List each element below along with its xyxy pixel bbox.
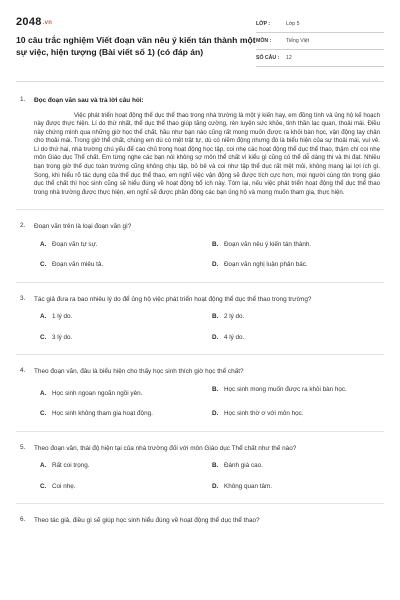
question-divider	[16, 503, 384, 504]
question-text: Theo tác giả, điều gì sẽ giúp học sinh hiểu đúng về hoạt động thể dục thể thao?	[34, 517, 260, 525]
header-divider	[16, 81, 384, 82]
answer-option-a[interactable]	[40, 313, 212, 322]
question-number: 1.	[20, 96, 26, 103]
reading-passage: Việc phát triển hoạt động thể dục thể thao trong nhà trường là một ý kiến hay, em đồng tình và ủng hộ kế hoạch này được thực hiện. Lí do thứ nhất, thể dục thể thao giúp tăng cường, rèn luyện sức khỏe, tinh thần lạc quan, thoải mái. Điều này chứng minh qua những giờ học thể chất, hầu như bạn nào cũng rất mong muốn được ra khỏi bàn học, vận động tay chân cho thoải mái. Trong giờ thể chất, chúng em dù có mệt trật tự, dù có niềm động nhưng đó là biểu hiện của sự thoải mái, vui vẻ. Lí do thứ hai, nhà trường chú yếu để cao chủ trong hoạt động học tập, coi nhẹ các hoạt động thể dục thể thao, thậm chí coi nhẹ môn Giáo dục Thể chất. Em từng nghe các bạn nói không sợ môn thể chất vì kiểu gì cũng có thể dễ dàng thi và thi đạt. Nhiều bạn trong giờ thể dục toàn trường cũng không chịu tập, bỏ bê và coi như tập thể dục rất mệt mỏi, không mang lại lợi ích gì. Song, khi hiểu rõ tác dụng của thể dục thể thao, em nghĩ việc vận động sẽ được tích cực hơn, mọi người cùng tôn trọng giáo dục thể chất thì học sinh cũng sẽ hiểu đúng về hoạt động bổ ích này. Tóm lại, nếu việc phát triển hoạt động thể dục thể thao trong nhà trường được thực hiện, em nghĩ sẽ được phần đông các bạn ủng hộ và mong muốn tham gia, thực hiện.	[34, 111, 380, 196]
question-number: 4.	[20, 367, 26, 375]
option-text: Đoạn văn nghị luận phản bác.	[224, 261, 308, 269]
option-letter: C.	[40, 482, 47, 490]
document-title: 10 câu trắc nghiệm Viết đoạn văn nêu ý kiến tán thành một sự việc, hiện tượng (Bài viết số 1) (có đáp án)	[16, 35, 256, 57]
option-text: 4 lý do.	[224, 333, 245, 341]
answer-options	[30, 313, 384, 354]
meta-table	[256, 16, 384, 67]
option-text: Học sinh mong muốn được ra khỏi bàn học.	[224, 385, 347, 393]
option-letter: D.	[212, 261, 219, 269]
question-body	[30, 516, 384, 526]
option-text: Đoạn văn miêu tả.	[52, 261, 104, 269]
option-letter: A.	[40, 240, 47, 248]
option-text: Đoạn văn nêu ý kiến tán thành.	[224, 240, 312, 248]
answer-option-b[interactable]	[212, 386, 384, 399]
answer-option-a[interactable]	[40, 386, 212, 399]
option-text: Đoạn văn tự sự.	[52, 240, 98, 248]
option-text: 2 lý do.	[224, 313, 245, 321]
question-6	[16, 516, 384, 526]
option-letter: B.	[212, 462, 219, 470]
question-body	[30, 96, 384, 197]
question-text: Đọc đoạn văn sau và trả lời câu hỏi:	[34, 97, 144, 104]
question-text: Tác giả đưa ra bao nhiêu lý do để ủng hộ việc phát triển hoạt động thể dục thể thao trong trường?	[34, 295, 312, 303]
question-body	[30, 295, 384, 355]
header-left	[16, 14, 256, 67]
option-letter: A.	[40, 462, 47, 470]
answer-options	[30, 241, 384, 282]
option-letter: D.	[212, 482, 219, 490]
question-number: 2.	[20, 222, 26, 230]
option-text: 3 lý do.	[52, 333, 73, 341]
meta-key: LỚP :	[256, 21, 271, 27]
question-number: 6.	[20, 516, 26, 524]
question-divider	[16, 354, 384, 355]
answer-option-b[interactable]	[212, 313, 384, 322]
question-4	[16, 367, 384, 431]
option-text: Rất coi trọng.	[52, 462, 90, 470]
question-1	[16, 96, 384, 197]
question-divider	[16, 282, 384, 283]
meta-row-class	[256, 16, 384, 33]
question-number: 3.	[20, 294, 26, 302]
option-letter: B.	[212, 240, 219, 248]
answer-option-c[interactable]	[40, 483, 212, 492]
question-2	[16, 222, 384, 282]
logo-suffix: .vn	[42, 20, 53, 26]
answer-option-d[interactable]	[212, 334, 384, 343]
option-letter: D.	[212, 333, 219, 341]
option-letter: B.	[212, 385, 219, 393]
answer-option-a[interactable]	[40, 241, 212, 250]
question-3	[16, 295, 384, 355]
option-text: Không quan tâm.	[224, 482, 272, 490]
option-text: Học sinh thờ ơ với môn học.	[224, 410, 304, 418]
option-letter: B.	[212, 313, 219, 321]
meta-row-subject	[256, 33, 384, 50]
question-5	[16, 444, 384, 504]
question-body	[30, 367, 384, 431]
question-text: Đoạn văn trên là loại đoạn văn gì?	[34, 223, 132, 231]
option-letter: A.	[40, 313, 47, 321]
question-text: Theo đoạn văn, đâu là biểu hiện cho thấy học sinh thích giờ học thể chất?	[34, 368, 244, 376]
answer-option-c[interactable]	[40, 261, 212, 270]
option-text: Đánh giá cao.	[224, 462, 263, 470]
option-letter: D.	[212, 410, 219, 418]
answer-option-c[interactable]	[40, 410, 212, 419]
option-letter: C.	[40, 333, 47, 341]
question-divider	[16, 209, 384, 210]
option-text: 1 lý do.	[52, 313, 73, 321]
question-body	[30, 444, 384, 504]
option-letter: C.	[40, 261, 47, 269]
meta-value: Tiếng Việt	[286, 38, 310, 44]
answer-option-c[interactable]	[40, 334, 212, 343]
question-text: Theo đoạn văn, thái độ hiện tại của nhà trường đối với môn Giáo dục Thể chất như thế nào?	[34, 444, 297, 452]
meta-key: SỐ CÂU :	[256, 55, 280, 61]
header	[16, 14, 384, 67]
question-body	[30, 222, 384, 282]
answer-options	[30, 386, 384, 431]
meta-value: Lớp 5	[286, 21, 300, 27]
answer-option-d[interactable]	[212, 410, 384, 419]
meta-value: 12	[286, 55, 292, 61]
question-divider	[16, 431, 384, 432]
answer-option-b[interactable]	[212, 241, 384, 250]
option-text: Học sinh không tham gia hoạt động.	[52, 410, 153, 418]
question-number: 5.	[20, 443, 26, 451]
answer-option-b[interactable]	[212, 462, 384, 471]
answer-option-d[interactable]	[212, 261, 384, 270]
option-letter: C.	[40, 410, 47, 418]
site-logo[interactable]	[16, 16, 256, 28]
meta-row-count	[256, 50, 384, 67]
logo-main: 2048	[16, 16, 42, 28]
answer-option-a[interactable]	[40, 462, 212, 471]
option-text: Học sinh ngoan ngoãn ngồi yên.	[52, 389, 143, 397]
meta-key: MÔN :	[256, 38, 272, 44]
option-text: Coi nhẹ.	[52, 482, 76, 490]
answer-option-d[interactable]	[212, 483, 384, 492]
answer-options	[30, 462, 384, 503]
option-letter: A.	[40, 389, 47, 397]
